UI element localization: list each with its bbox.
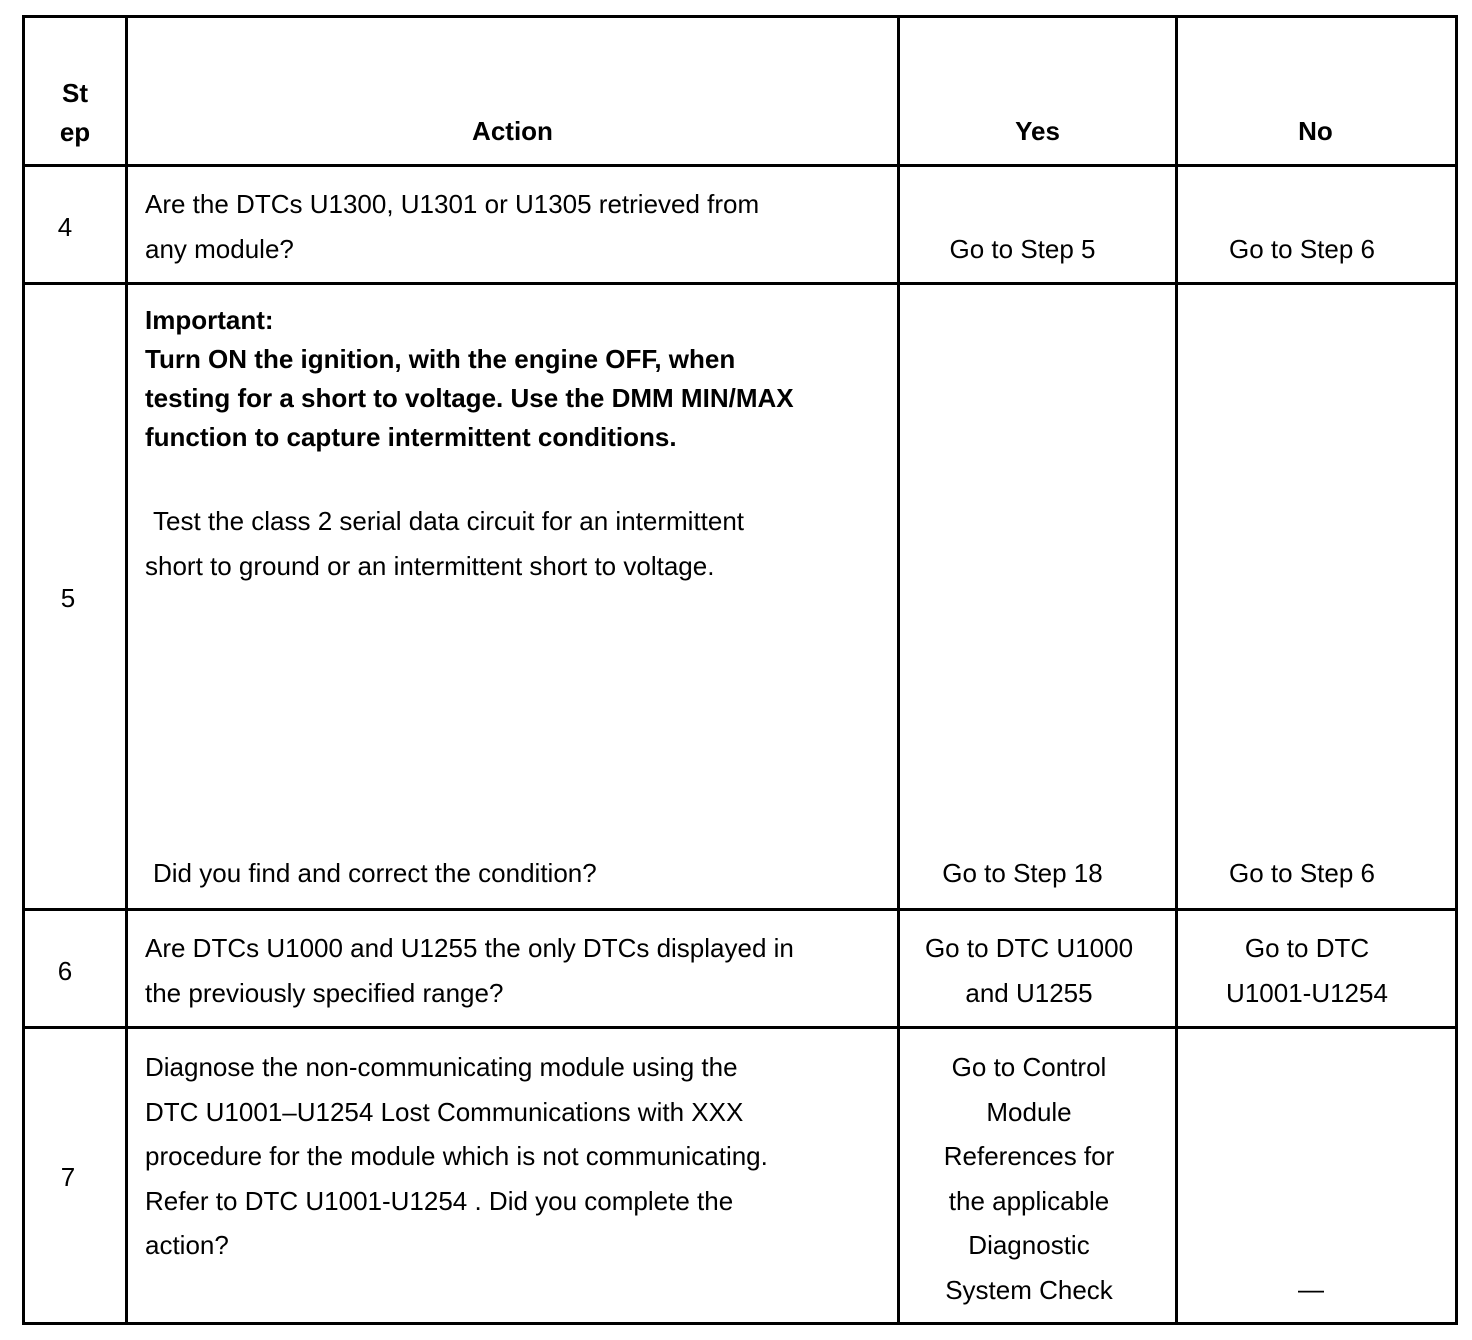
action-line: Refer to DTC U1001-U1254 . Did you complete the — [145, 1185, 734, 1216]
yes-cell — [900, 1029, 1178, 1322]
no-cell — [1178, 1029, 1455, 1322]
action-line: DTC U1001–U1254 Lost Communications with XXX — [145, 1096, 744, 1127]
step-number-cell — [25, 911, 128, 1026]
action-line: procedure for the module which is not communicating. — [145, 1141, 768, 1171]
no-cell — [1178, 167, 1455, 282]
step-number-cell — [25, 1029, 128, 1322]
diagnostic-table — [22, 15, 1458, 1325]
header-action-cell — [128, 18, 900, 164]
yes-link: Go to Control — [951, 1052, 1107, 1082]
yes-link: Diagnostic — [968, 1230, 1090, 1260]
important-line: Turn ON the ignition, with the engine OFF, when — [145, 344, 736, 374]
step-row-6 — [25, 911, 1455, 1029]
header-yes: Yes — [1015, 116, 1060, 146]
no-dash: — — [1298, 1274, 1324, 1304]
step-number-cell — [25, 285, 128, 908]
no-link: Go to Step 6 — [1229, 858, 1375, 888]
action-line: short to ground or an intermittent short to voltage. — [145, 550, 715, 581]
yes-cell — [900, 285, 1178, 908]
yes-link: System Check — [945, 1274, 1113, 1305]
action-question: Did you find and correct the condition? — [153, 858, 597, 888]
step-number-cell — [25, 167, 128, 282]
action-line: Test the class 2 serial data circuit for an intermittent — [153, 506, 745, 536]
action-line: Diagnose the non-communicating module using the — [145, 1052, 738, 1082]
header-step-cell — [25, 18, 128, 164]
yes-link: Go to Step 18 — [942, 858, 1103, 888]
action-cell — [128, 1029, 900, 1322]
important-line: testing for a short to voltage. Use the DMM MIN/MAX — [145, 383, 794, 413]
step-number: 7 — [60, 1162, 76, 1192]
no-link: U1001-U1254 — [1226, 977, 1388, 1008]
action-cell — [128, 911, 900, 1026]
step-row-5 — [25, 285, 1455, 911]
yes-link: Go to DTC U1000 — [924, 933, 1134, 963]
yes-link: and U1255 — [965, 977, 1093, 1008]
important-label: Important: — [145, 305, 274, 335]
header-no: No — [1298, 116, 1333, 146]
header-action: Action — [472, 116, 553, 146]
important-line: function to capture intermittent conditions. — [145, 422, 677, 452]
no-cell — [1178, 285, 1455, 908]
action-cell — [128, 285, 900, 908]
step-number: 6 — [57, 956, 73, 986]
important-note — [145, 301, 794, 457]
step-number: 5 — [60, 583, 76, 613]
step-row-7 — [25, 1029, 1455, 1322]
step-number: 4 — [57, 212, 73, 242]
yes-link: Go to Step 5 — [949, 234, 1096, 264]
no-cell — [1178, 911, 1455, 1026]
header-yes-cell — [900, 18, 1178, 164]
yes-link: References for — [943, 1141, 1115, 1171]
yes-cell — [900, 167, 1178, 282]
action-line: Are DTCs U1000 and U1255 the only DTCs displayed in — [145, 933, 794, 963]
action-line: Are the DTCs U1300, U1301 or U1305 retrieved from — [145, 189, 760, 219]
action-line: the previously specified range? — [145, 977, 504, 1008]
yes-link: the applicable — [948, 1185, 1110, 1216]
action-line: any module? — [145, 233, 294, 264]
no-link: Go to DTC — [1244, 933, 1370, 963]
header-step-line1: St — [62, 78, 88, 108]
header-row — [25, 18, 1455, 167]
yes-link: Module — [986, 1096, 1072, 1127]
yes-cell — [900, 911, 1178, 1026]
header-no-cell — [1178, 18, 1455, 164]
action-cell — [128, 167, 900, 282]
no-link: Go to Step 6 — [1229, 234, 1375, 264]
step-row-4 — [25, 167, 1455, 285]
header-step-line2: ep — [59, 117, 91, 147]
action-line: action? — [145, 1230, 229, 1260]
